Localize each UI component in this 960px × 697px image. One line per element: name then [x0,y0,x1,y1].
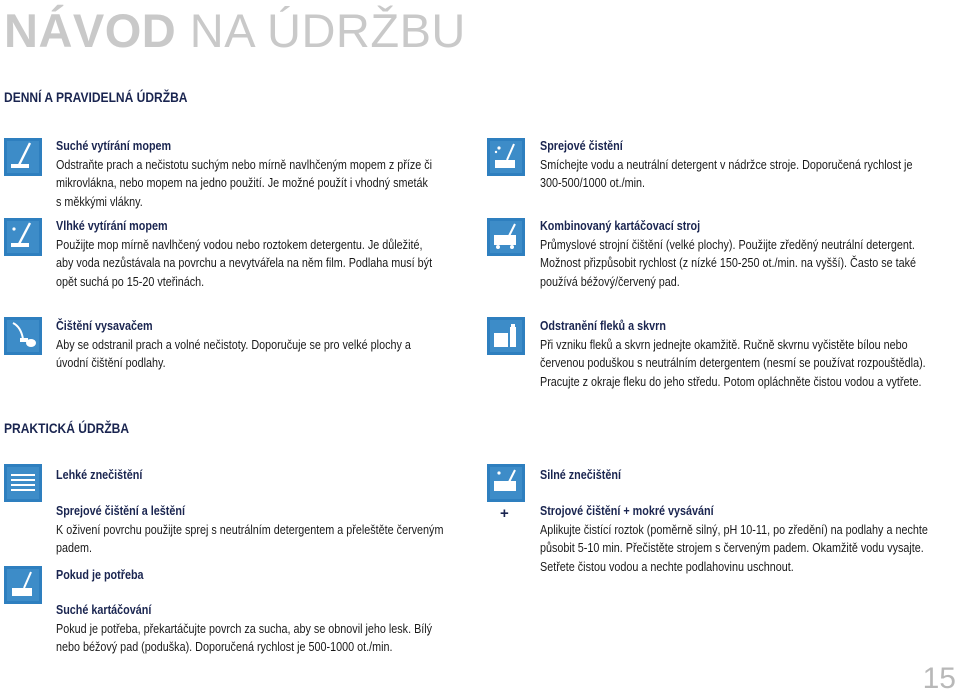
item-machine-wet-vac [540,502,938,576]
item-text: K oživení povrchu použijte sprej s neutrálním detergentem a přeleštěte červeným padem. [56,521,444,556]
item-text: Použijte mop mírně navlhčený vodou nebo roztokem detergentu. Je důležité, aby voda nezůstávala na povrchu a nevytvářela na něm film. Podlaha musí být opět suchá po 15-20 vteřinách. [56,236,433,289]
when-needed-label [56,566,434,585]
mop-icon [4,138,42,176]
item-vacuum [56,317,434,373]
item-spray-cleaning [540,137,934,193]
item-title: Sprejové čistění [540,138,623,153]
item-text: Smíchejte vodu a neutrální detergent v nádržce stroje. Doporučená rychlost je 300-500/1000 ot./min. [540,156,913,191]
page-title-bold: NÁVOD [4,4,177,57]
light-soiling-label [56,466,434,485]
item-wet-mop [56,217,434,291]
item-text: Při vzniku fleků a skvrn jednejte okamžitě. Ručně skvrnu vyčistěte bílou nebo červenou poduškou s neutrálním detergentem (nesmí se používat rozpouštědla). Pracujte z okraje fleku do jeho středu. Potom opláchněte čistou vodou a vytřete. [540,336,926,389]
item-title: Strojové čištění + mokré vysávání [540,503,714,518]
when-needed-icon [4,566,42,604]
light-soiling-icon [4,464,42,502]
item-title: Sprejové čištění a leštění [56,503,185,518]
item-title: Vlhké vytírání mopem [56,218,168,233]
item-combined-scrubber [540,217,938,291]
section-heading-practical: PRAKTICKÁ ÚDRŽBA [4,420,130,436]
page-title [4,6,466,56]
item-text: Odstraňte prach a nečistotu suchým nebo mírně navlhčeným mopem z příze či mikrovlákna, nebo mopem na jedno použití. Je možné použít i vhodný smeták s měkkými vlákny. [56,156,433,209]
light-soiling-title: Lehké znečištění [56,467,143,482]
heavy-soiling-icon [487,464,525,502]
item-stain-removal [540,317,938,391]
heavy-soiling-title: Silné znečištění [540,467,621,482]
stain-removal-icon [487,317,525,355]
when-needed-title: Pokud je potřeba [56,567,144,582]
item-text: Aby se odstranil prach a volné nečistoty. Doporučuje se pro velké plochy a úvodní čištění podlahy. [56,336,411,371]
item-title: Kombinovaný kartáčovací stroj [540,218,701,233]
section-heading-daily: DENNÍ A PRAVIDELNÁ ÚDRŽBA [4,89,188,105]
item-dry-mop [56,137,434,211]
item-text: Průmyslové strojní čištění (velké plochy). Použijte zředěný neutrální detergent. Možnost přizpůsobit rychlost (z nízké 150-250 ot./min. na vyšší). Často se také používá béžový/červený pad. [540,236,917,289]
item-dry-brushing [56,601,434,657]
wet-mop-icon [4,218,42,256]
vacuum-icon [4,317,42,355]
scrubber-machine-icon [487,218,525,256]
item-title: Odstranění fleků a skvrn [540,318,666,333]
item-text: Pokud je potřeba, překartáčujte povrch za sucha, aby se obnovil jeho lesk. Bílý nebo béžový pad (poduška). Doporučená rychlost je 500-1000 ot./min. [56,620,433,655]
page-number: 15 [922,662,956,695]
spray-machine-icon [487,138,525,176]
page-title-light: NA ÚDRŽBU [189,4,466,57]
plus-sign: + [500,505,509,522]
item-text: Aplikujte čistící roztok (poměrně silný, pH 10-11, po zředění) na podlahy a nechte působit 5-10 min. Přečistěte strojem s červeným padem. Okamžitě vodu vysajte. Setřete čistou vodou a nechte podlahovinu uschnout. [540,521,928,574]
item-spray-polish [56,502,471,558]
item-title: Suché kartáčování [56,602,152,617]
heavy-soiling-label [540,466,918,485]
item-title: Čištění vysavačem [56,318,153,333]
item-title: Suché vytírání mopem [56,138,172,153]
